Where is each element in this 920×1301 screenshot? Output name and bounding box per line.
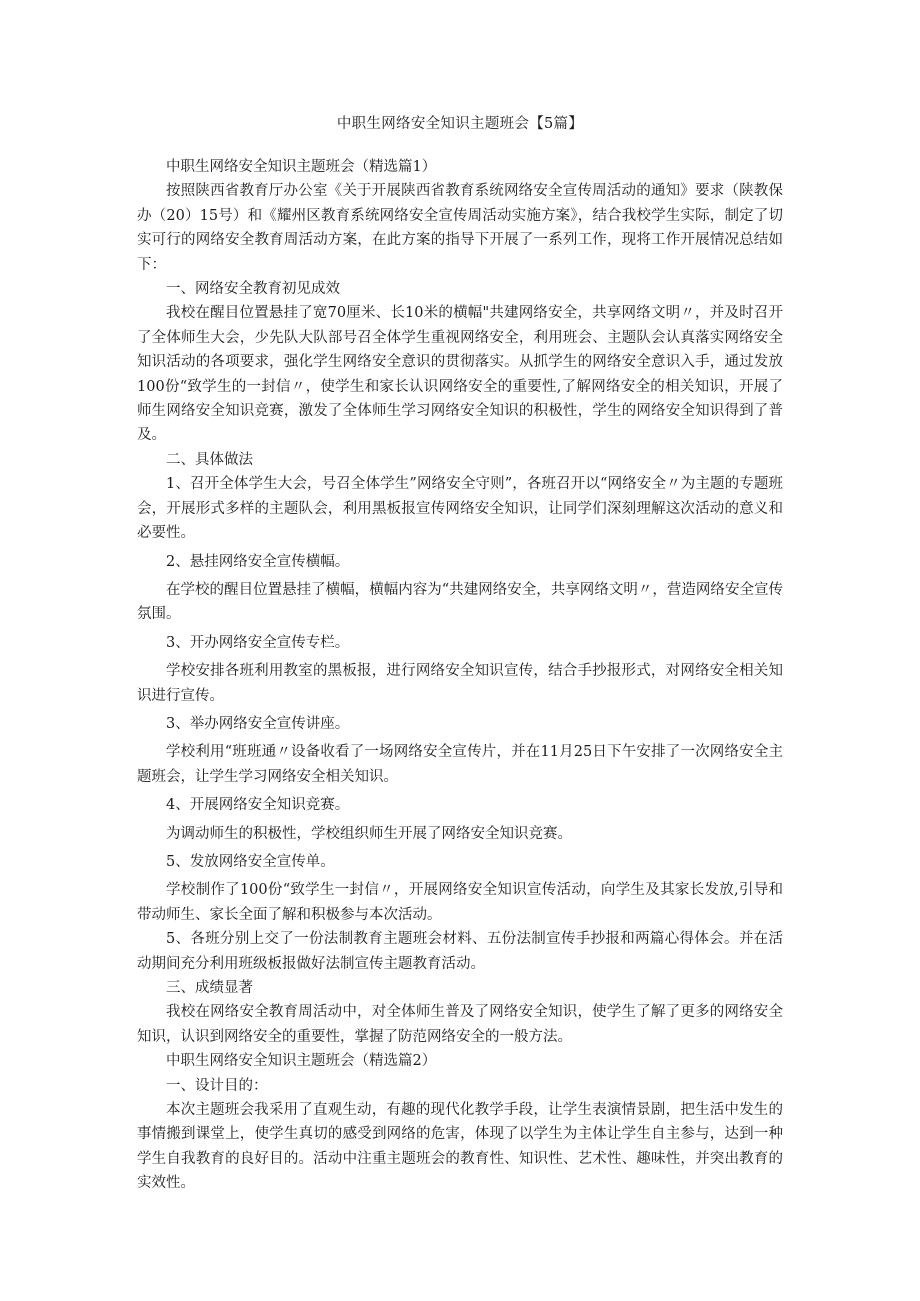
subheading: 三、成绩显著 bbox=[166, 980, 253, 996]
paragraph: 为调动师生的积极性，学校组织师生开展了网络安全知识竞赛。 bbox=[166, 825, 572, 842]
list-item-heading: 5、发放网络安全宣传单。 bbox=[166, 853, 335, 870]
paragraph: 在学校的醒目位置悬挂了横幅，横幅内容为“共建网络安全，共享网络文明〃，营造网络安全宣传氛围。 bbox=[137, 581, 783, 623]
paragraph: 学校制作了100份“致学生一封信〃，开展网络安全知识宣传活动，向学生及其家长发放,引导和带动师生、家长全面了解和积极参与本次活动。 bbox=[137, 882, 783, 923]
list-item-heading: 3、举办网络安全宣传讲座。 bbox=[166, 715, 350, 732]
paragraph: 我校在醒目位置悬挂了宽70厘米、长10米的横幅"共建网络安全，共享网络文明〃，并及时召开了全体师生大会，少先队大队部号召全体学生重视网络安全，利用班会、主题队会认真落实网络安全知识活动的各项要求，强化学生网络安全意识的贯彻落实。从抓学生的网络安全意识入手，通过发放100份“致学生的一封信〃，使学生和家长认识网络安全的重要性,了解网络安全的相关知识，开展了师生网络安全知识竞赛，激发了全体师生学习网络安全知识的积极性，学生的网络安全知识得到了普及。 bbox=[137, 305, 783, 444]
section-heading: 中职生网络安全知识主题班会（精选篇2） bbox=[166, 1053, 437, 1070]
subheading: 二、具体做法 bbox=[166, 451, 253, 468]
document-body bbox=[137, 155, 783, 1196]
subheading: 一、网络安全教育初见成效 bbox=[166, 281, 340, 298]
paragraph: 按照陕西省教育厅办公室《关于开展陕西省教育系统网络安全宣传周活动的通知》要求（陕教保办（20）15号）和《耀州区教育系统网络安全宣传周活动实施方案》，结合我校学生实际，制定了切实可行的网络安全教育周活动方案，在此方案的指导下开展了一系列工作，现将工作开展情况总结如下： bbox=[137, 183, 783, 273]
paragraph: 本次主题班会我采用了直观生动，有趣的现代化教学手段，让学生表演情景剧，把生活中发生的事情搬到课堂上，使学生真切的感受到网络的危害，体现了以学生为主体让学生自主参与，达到一种学生自我教育的良好目的。活动中注重主题班会的教育性、知识性、艺术性、趣味性，并突出教育的实效性。 bbox=[137, 1102, 783, 1192]
paragraph: 5、各班分别上交了一份法制教育主题班会材料、五份法制宣传手抄报和两篇心得体会。并在活动期间充分利用班级板报做好法制宣传主题教育活动。 bbox=[137, 931, 783, 972]
paragraph: 学校安排各班利用教室的黑板报，进行网络安全知识宣传，结合手抄报形式，对网络安全相关知识进行宣传。 bbox=[137, 663, 783, 704]
paragraph: 1、召开全体学生大会，号召全体学生”网络安全守则”，各班召开以“网络安全〃为主题的专题班会，开展形式多样的主题队会，利用黑板报宣传网络安全知识，让同学们深刻理解这次活动的意义和必要性。 bbox=[137, 476, 783, 542]
list-item-heading: 4、开展网络安全知识竞赛。 bbox=[166, 797, 350, 814]
list-item-heading: 2、悬挂网络安全宣传横幅。 bbox=[166, 553, 350, 570]
list-item-heading: 3、开办网络安全宣传专栏。 bbox=[166, 634, 350, 651]
section-heading: 中职生网络安全知识主题班会（精选篇1） bbox=[166, 159, 437, 175]
document-title: 中职生网络安全知识主题班会【5篇】 bbox=[336, 116, 584, 132]
paragraph: 我校在网络安全教育周活动中，对全体师生普及了网络安全知识，使学生了解了更多的网络安全知识，认识到网络安全的重要性，掌握了防范网络安全的一般方法。 bbox=[137, 1004, 783, 1045]
paragraph: 学校利用“班班通〃设备收看了一场网络安全宣传片，并在11月25日下午安排了一次网络安全主题班会，让学生学习网络安全相关知识。 bbox=[137, 744, 783, 785]
subheading: 一、设计目的： bbox=[166, 1077, 268, 1094]
